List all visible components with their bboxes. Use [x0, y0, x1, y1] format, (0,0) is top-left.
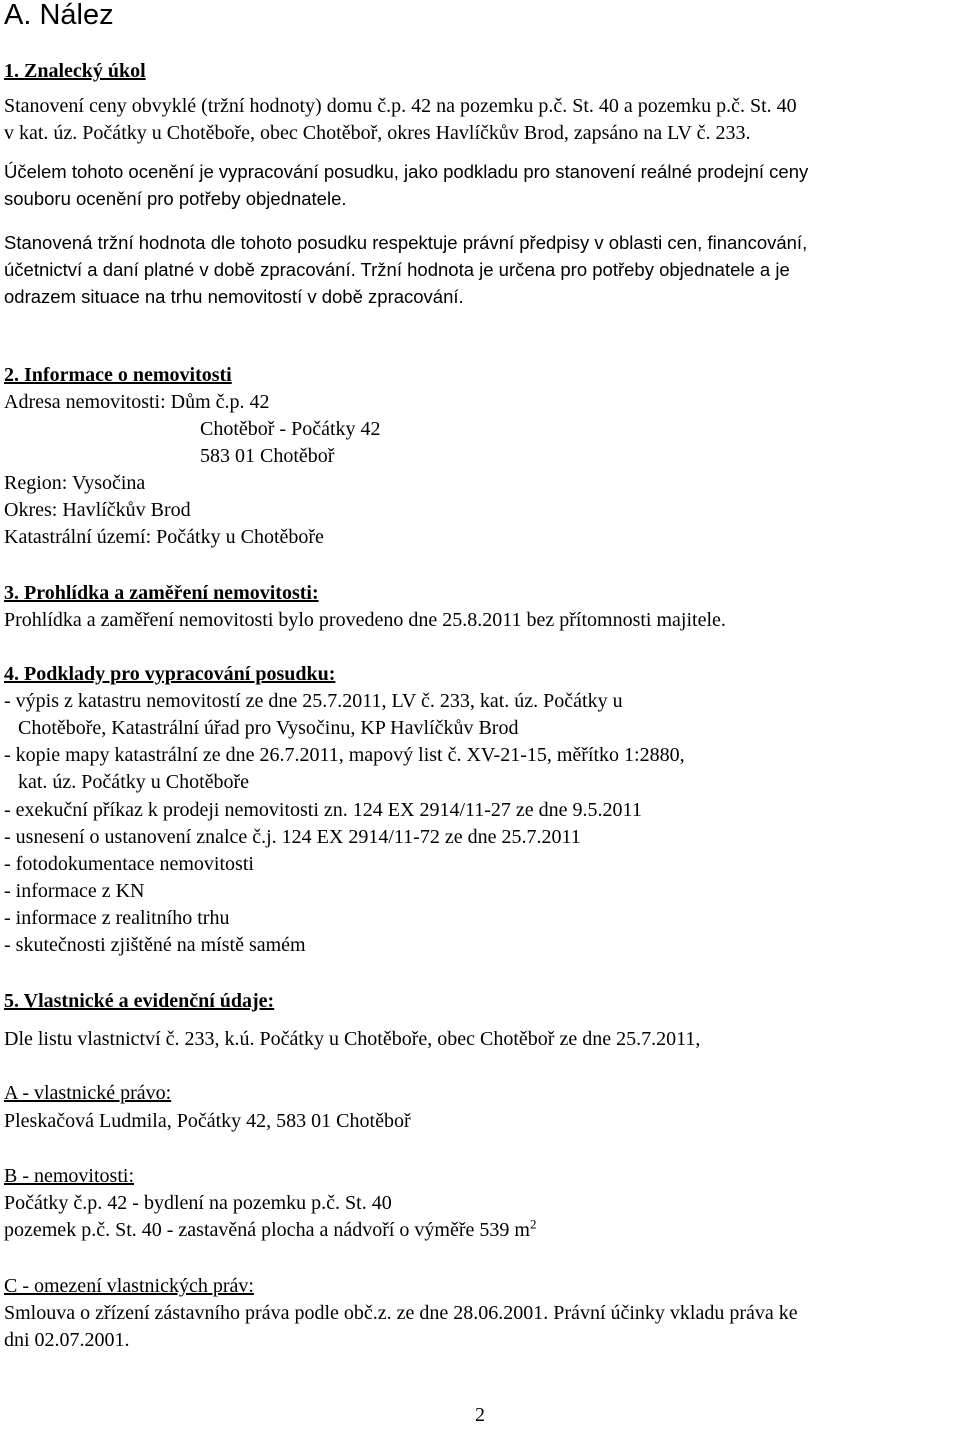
square-meter-exponent: 2 — [529, 1216, 537, 1232]
part-a-heading: A - vlastnické právo: — [4, 1082, 172, 1104]
inspection-text: Prohlídka a zaměření nemovitosti bylo provedeno dne 25.8.2011 bez přítomnosti majitele. — [4, 609, 726, 631]
s1-p3-line1: Stanovená tržní hodnota dle tohoto posudku respektuje právní předpisy v oblasti cen, financování, — [4, 232, 808, 253]
part-b-heading: B - nemovitosti: — [4, 1165, 134, 1187]
address-line-3: 583 01 Chotěboř — [200, 445, 335, 467]
part-c-line1: Smlouva o zřízení zástavního práva podle obč.z. ze dne 28.06.2001. Právní účinky vkladu práva ke — [4, 1302, 798, 1324]
ownership-intro: Dle listu vlastnictví č. 233, k.ú. Počátky u Chotěboře, obec Chotěboř ze dne 25.7.2011, — [4, 1028, 701, 1050]
katastr-line: Katastrální území: Počátky u Chotěboře — [4, 526, 324, 548]
s1-p1-line2: v kat. úz. Počátky u Chotěboře, obec Chotěboř, okres Havlíčkův Brod, zapsáno na LV č. 233. — [4, 122, 751, 144]
page-title: A. Nález — [4, 0, 114, 31]
source-item: - usnesení o ustanovení znalce č.j. 124 EX 2914/11-72 ze dne 25.7.2011 — [4, 826, 581, 848]
region-line: Region: Vysočina — [4, 472, 146, 494]
section-3-heading: 3. Prohlídka a zaměření nemovitosti: — [4, 582, 319, 604]
source-item: - výpis z katastru nemovitostí ze dne 25.7.2011, LV č. 233, kat. úz. Počátky u — [4, 690, 623, 712]
source-item: - informace z KN — [4, 880, 145, 902]
part-a-text: Pleskačová Ludmila, Počátky 42, 583 01 Chotěboř — [4, 1110, 411, 1132]
section-5-heading: 5. Vlastnické a evidenční údaje: — [4, 990, 275, 1012]
part-b-line2-text: pozemek p.č. St. 40 - zastavěná plocha a nádvoří o výměře 539 m — [4, 1219, 530, 1241]
source-item: - exekuční příkaz k prodeji nemovitosti zn. 124 EX 2914/11-27 ze dne 9.5.2011 — [4, 799, 642, 821]
s1-p2-line1: Účelem tohoto ocenění je vypracování posudku, jako podkladu pro stanovení reálné prodejní ceny — [4, 161, 809, 182]
address-line-1: Adresa nemovitosti: Dům č.p. 42 — [4, 391, 270, 413]
s1-p1-line1: Stanovení ceny obvyklé (tržní hodnoty) domu č.p. 42 na pozemku p.č. St. 40 a pozemku p.č. St. 40 — [4, 95, 797, 117]
part-b-line2 — [4, 1217, 956, 1244]
source-item: - skutečnosti zjištěné na místě samém — [4, 934, 306, 956]
part-c-line2: dni 02.07.2001. — [4, 1329, 130, 1351]
address-line-2: Chotěboř - Počátky 42 — [200, 418, 381, 440]
source-item: - kopie mapy katastrální ze dne 26.7.2011, mapový list č. XV-21-15, měřítko 1:2880, — [4, 744, 685, 766]
part-b-line1: Počátky č.p. 42 - bydlení na pozemku p.č. St. 40 — [4, 1192, 392, 1214]
section-4-heading: 4. Podklady pro vypracování posudku: — [4, 663, 336, 685]
source-item: kat. úz. Počátky u Chotěboře — [18, 771, 250, 793]
part-c-heading: C - omezení vlastnických práv: — [4, 1275, 254, 1297]
s1-p2-line2: souboru ocenění pro potřeby objednatele. — [4, 188, 347, 209]
source-item: - informace z realitního trhu — [4, 907, 230, 929]
s1-p3-line3: odrazem situace na trhu nemovitostí v době zpracování. — [4, 286, 464, 307]
page-number: 2 — [475, 1404, 485, 1426]
section-1-heading: 1. Znalecký úkol — [4, 60, 146, 82]
source-item: Chotěboře, Katastrální úřad pro Vysočinu, KP Havlíčkův Brod — [18, 717, 519, 739]
s1-p3-line2: účetnictví a daní platné v době zpracování. Tržní hodnota je určena pro potřeby objednatele a je — [4, 259, 790, 280]
source-item: - fotodokumentace nemovitosti — [4, 853, 254, 875]
okres-line: Okres: Havlíčkův Brod — [4, 499, 191, 521]
section-2-heading: 2. Informace o nemovitosti — [4, 364, 232, 386]
